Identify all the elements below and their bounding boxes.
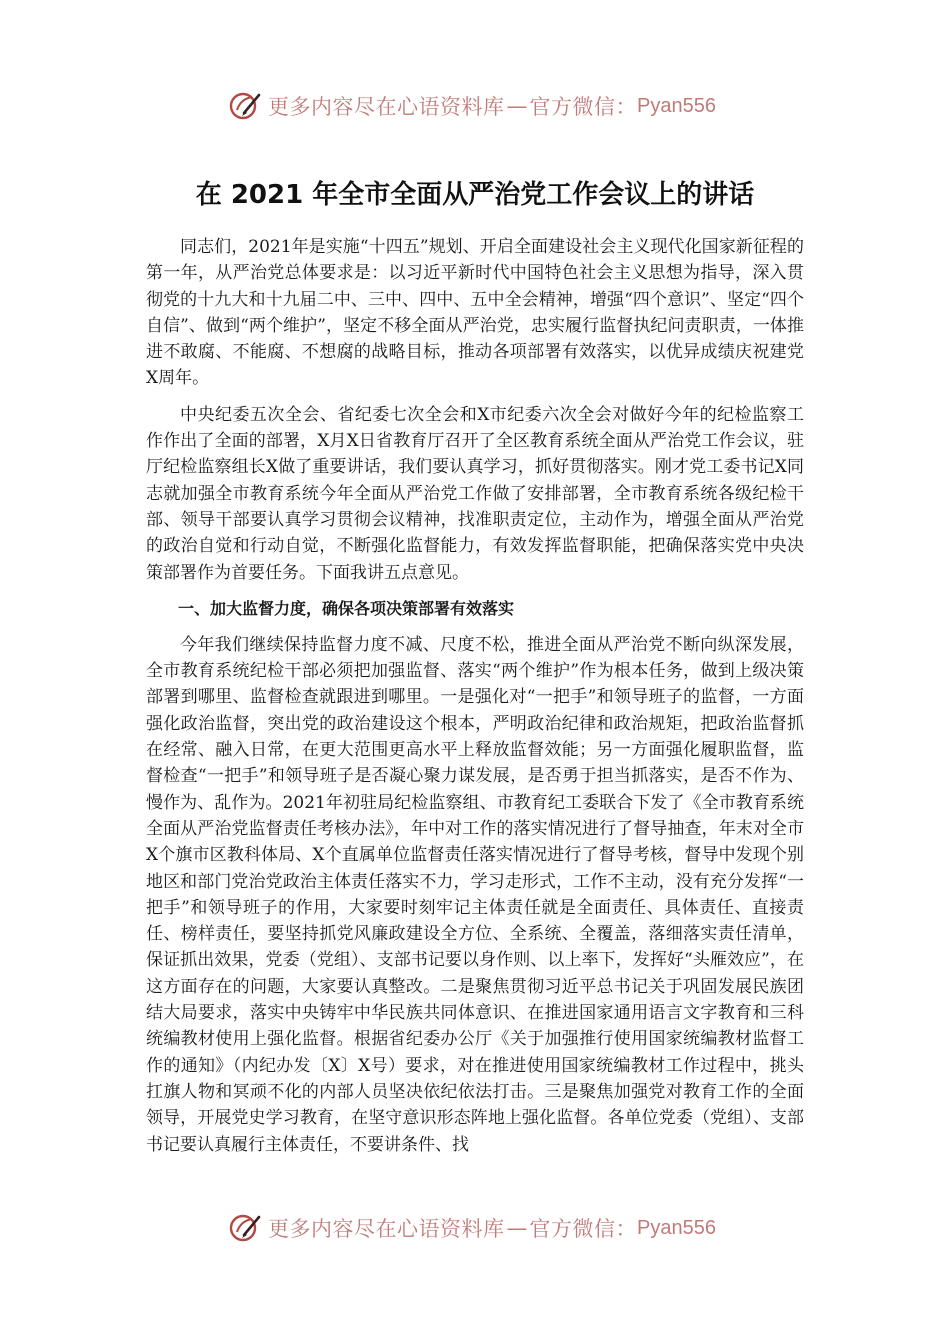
section-body: 今年我们继续保持监督力度不减、尺度不松，推进全面从严治党不断向纵深发展，全市教育系统纪检干部必须把加强监督、落实“两个维护”作为根本任务，做到上级决策部署到哪里、监督检查就跟进到哪里。一是强化对“一把手”和领导班子的监督，一方面强化政治监督，突出党的政治建设这个根本，严明政治纪律和政治规矩，把政治监督抓在经常、融入日常，在更大范围更高水平上释放监督效能；另一方面强化履职监督，监督检查“一把手”和领导班子是否凝心聚力谋发展，是否勇于担当抓落实，是否不作为、慢作为、乱作为。2021年初驻局纪检监察组、市教育纪工委联合下发了《全市教育系统全面从严治党监督责任考核办法》，年中对工作的落实情况进行了督导抽查，年末对全市X个旗市区教科体局、X个直属单位监督责任落实情况进行了督导考核，督导中发现个别地区和部门党治党政治主体责任落实不力，学习走形式，工作不主动，没有充分发挥“一把手”和领导班子的作用，大家要时刻牢记主体责任就是全面责任、具体责任、直接责任、榜样责任，要坚持抓党风廉政建设全方位、全系统、全覆盖，落细落实责任清单，保证抓出效果，党委（党组）、支部书记要以身作则、以上率下，发挥好“头雁效应”，在这方面存在的问题，大家要认真整改。二是聚焦贯彻习近平总书记关于巩固发展民族团结大局要求，落实中央铸牢中华民族共同体意识、在推进国家通用语言文字教育和三科统编教材使用上强化监督。根据省纪委办公厅《关于加强推行使用国家统编教材监督工作的通知》（内纪办发〔X〕X号）要求，对在推进使用国家统编教材工作过程中，挑头扛旗人物和冥顽不化的内部人员坚决依纪依法打击。三是聚焦加强党对教育工作的全面领导，开展党史学习教育，在坚守意识形态阵地上强化监督。各单位党委（党组）、支部书记要认真履行主体责任，不要讲条件、找 <box>146 634 804 1155</box>
document-body <box>146 234 804 1158</box>
watermark-text: 更多内容尽在心语资料库 <box>268 95 505 119</box>
paragraph-intro: 同志们，2021年是实施“十四五”规划、开启全面建设社会主义现代化国家新征程的第一年，从严治党总体要求是：以习近平新时代中国特色社会主义思想为指导，深入贯彻党的十九大和十九届二中、三中、四中、五中全会精神，增强“四个意识”、坚定“四个自信”、做到“两个维护”，坚定不移全面从严治党，忠实履行监督执纪问责职责，一体推进不敢腐、不能腐、不想腐的战略目标，推动各项部署有效落实，以优异成绩庆祝建党X周年。 <box>146 237 804 389</box>
writing-logo-icon <box>228 89 262 123</box>
section-heading: 一、加大监督力度，确保各项决策部署有效落实 <box>178 598 515 618</box>
paragraph-deployment: 中央纪委五次全会、省纪委七次全会和X市纪委六次全会对做好今年的纪检监察工作作出了全面的部署，X月X日省教育厅召开了全区教育系统全面从严治党工作会议，驻厅纪检监察组长X做了重要讲话，我们要认真学习，抓好贯彻落实。刚才党工委书记X同志就加强全市教育系统今年全面从严治党工作做了安排部署，全市教育系统各级纪检干部、领导干部要认真学习贯彻会议精神，找准职责定位，主动作为，增强全面从严治党的政治自觉和行动自觉，不断强化监督能力，有效发挥监督职能，把确保落实党中央决策部署作为首要任务。下面我讲五点意见。 <box>146 404 804 583</box>
watermark-footer <box>228 1208 716 1248</box>
watermark-id: Pyan556 <box>637 94 716 117</box>
watermark-label: 官方微信： <box>529 1217 637 1241</box>
writing-logo-icon <box>228 1211 262 1245</box>
watermark-text: 更多内容尽在心语资料库 <box>268 1217 505 1241</box>
watermark-header <box>228 86 716 126</box>
watermark-separator: — <box>506 94 528 118</box>
watermark-separator: — <box>506 1216 528 1240</box>
watermark-id: Pyan556 <box>637 1216 716 1239</box>
page-title: 在 2021 年全市全面从严治党工作会议上的讲话 <box>195 180 755 210</box>
watermark-label: 官方微信： <box>529 95 637 119</box>
